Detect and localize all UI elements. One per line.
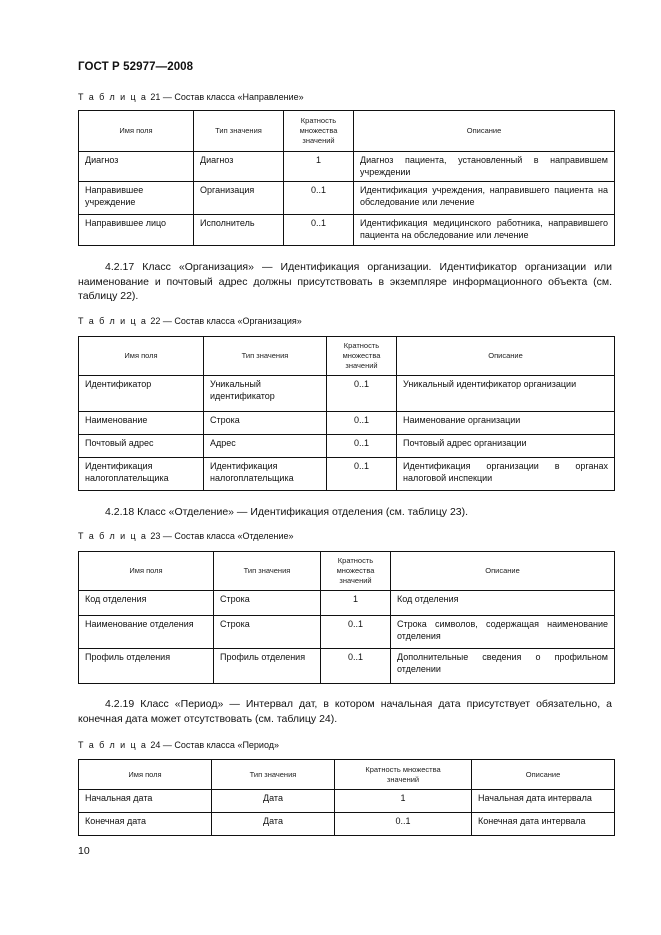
cell-type: Профиль отделения <box>214 649 321 684</box>
table-row <box>79 649 615 684</box>
cell-multiplicity: 0..1 <box>284 215 354 246</box>
cell-name: Диагноз <box>79 152 194 182</box>
table-label: Т а б л и ц а <box>78 92 148 102</box>
cell-type: Организация <box>194 182 284 215</box>
column-header-description: Описание <box>391 552 615 591</box>
cell-description: Наименование организации <box>397 412 615 435</box>
table-22 <box>78 336 615 491</box>
cell-name: Почтовый адрес <box>79 435 204 458</box>
cell-multiplicity: 0..1 <box>335 813 472 836</box>
table-title: 21 — Состав класса «Направление» <box>150 92 304 102</box>
table-label: Т а б л и ц а <box>78 531 148 541</box>
table-row <box>79 435 615 458</box>
cell-description: Начальная дата интервала <box>472 790 615 813</box>
cell-multiplicity: 0..1 <box>284 182 354 215</box>
cell-description: Уникальный идентификатор организации <box>397 376 615 412</box>
cell-type: Уникальный идентификатор <box>204 376 327 412</box>
table-row <box>79 591 615 616</box>
cell-description: Почтовый адрес организации <box>397 435 615 458</box>
cell-type: Диагноз <box>194 152 284 182</box>
cell-name: Идентификатор <box>79 376 204 412</box>
table-24 <box>78 759 615 836</box>
cell-name: Направившее лицо <box>79 215 194 246</box>
cell-name: Направившее учреждение <box>79 182 194 215</box>
column-header-name: Имя поля <box>79 111 194 152</box>
table-21-caption <box>78 92 304 102</box>
cell-description: Идентификация медицинского работника, направившего пациента на обследование или лечение <box>354 215 615 246</box>
cell-name: Конечная дата <box>79 813 212 836</box>
table-21 <box>78 110 615 246</box>
cell-name: Начальная дата <box>79 790 212 813</box>
table-23-caption <box>78 531 294 541</box>
column-header-description: Описание <box>354 111 615 152</box>
cell-multiplicity: 0..1 <box>327 376 397 412</box>
column-header-type: Тип значения <box>204 337 327 376</box>
cell-description: Конечная дата интервала <box>472 813 615 836</box>
cell-type: Дата <box>212 813 335 836</box>
cell-type: Строка <box>214 616 321 649</box>
paragraph-4-2-19: 4.2.19 Класс «Период» — Интервал дат, в котором начальная дата присутствует обязательно, а конечная дата может отсутствовать (см. таблицу 24). <box>78 698 612 725</box>
table-label: Т а б л и ц а <box>78 740 148 750</box>
table-23 <box>78 551 615 684</box>
cell-name: Профиль отделения <box>79 649 214 684</box>
cell-multiplicity: 0..1 <box>327 435 397 458</box>
table-row <box>79 813 615 836</box>
cell-name: Наименование отделения <box>79 616 214 649</box>
column-header-name: Имя поля <box>79 760 212 790</box>
cell-type: Адрес <box>204 435 327 458</box>
cell-multiplicity: 1 <box>284 152 354 182</box>
cell-name: Код отделения <box>79 591 214 616</box>
cell-name: Идентификация налогоплательщика <box>79 458 204 491</box>
table-row <box>79 458 615 491</box>
document-header: ГОСТ Р 52977—2008 <box>78 61 194 73</box>
table-row <box>79 790 615 813</box>
table-row <box>79 215 615 246</box>
cell-type: Исполнитель <box>194 215 284 246</box>
cell-type: Идентификация налогоплательщика <box>204 458 327 491</box>
cell-multiplicity: 1 <box>335 790 472 813</box>
table-24-caption <box>78 740 279 750</box>
cell-type: Строка <box>214 591 321 616</box>
cell-multiplicity: 1 <box>321 591 391 616</box>
column-header-multiplicity: Кратность множества значений <box>321 552 391 591</box>
table-row <box>79 616 615 649</box>
cell-name: Наименование <box>79 412 204 435</box>
column-header-description: Описание <box>397 337 615 376</box>
table-title: 24 — Состав класса «Период» <box>150 740 280 750</box>
cell-description: Строка символов, содержащая наименование отделения <box>391 616 615 649</box>
column-header-multiplicity: Кратность множества значений <box>284 111 354 152</box>
column-header-multiplicity: Кратность множества значений <box>335 760 472 790</box>
column-header-description: Описание <box>472 760 615 790</box>
cell-multiplicity: 0..1 <box>321 649 391 684</box>
column-header-name: Имя поля <box>79 337 204 376</box>
table-label: Т а б л и ц а <box>78 316 148 326</box>
cell-type: Строка <box>204 412 327 435</box>
cell-description: Идентификация учреждения, направившего пациента на обследование или лечение <box>354 182 615 215</box>
table-title: 23 — Состав класса «Отделение» <box>150 531 294 541</box>
column-header-multiplicity: Кратность множества значений <box>327 337 397 376</box>
column-header-type: Тип значения <box>212 760 335 790</box>
column-header-type: Тип значения <box>194 111 284 152</box>
table-row <box>79 152 615 182</box>
cell-description: Дополнительные сведения о профильном отделении <box>391 649 615 684</box>
cell-description: Диагноз пациента, установленный в направившем учреждении <box>354 152 615 182</box>
page-number: 10 <box>78 845 90 857</box>
table-22-caption <box>78 316 302 326</box>
table-row <box>79 412 615 435</box>
table-row <box>79 182 615 215</box>
cell-description: Код отделения <box>391 591 615 616</box>
table-title: 22 — Состав класса «Организация» <box>150 316 302 326</box>
cell-description: Идентификация организации в органах налоговой инспекции <box>397 458 615 491</box>
column-header-type: Тип значения <box>214 552 321 591</box>
column-header-name: Имя поля <box>79 552 214 591</box>
cell-multiplicity: 0..1 <box>321 616 391 649</box>
cell-multiplicity: 0..1 <box>327 412 397 435</box>
cell-type: Дата <box>212 790 335 813</box>
table-row <box>79 376 615 412</box>
cell-multiplicity: 0..1 <box>327 458 397 491</box>
paragraph-4-2-17: 4.2.17 Класс «Организация» — Идентификация организации. Идентификатор организации или наименование и почтовый адрес должны присутствовать в экземпляре информационного объекта (см. таблицу 22). <box>78 261 612 302</box>
paragraph-4-2-18: 4.2.18 Класс «Отделение» — Идентификация отделения (см. таблицу 23). <box>105 506 469 518</box>
